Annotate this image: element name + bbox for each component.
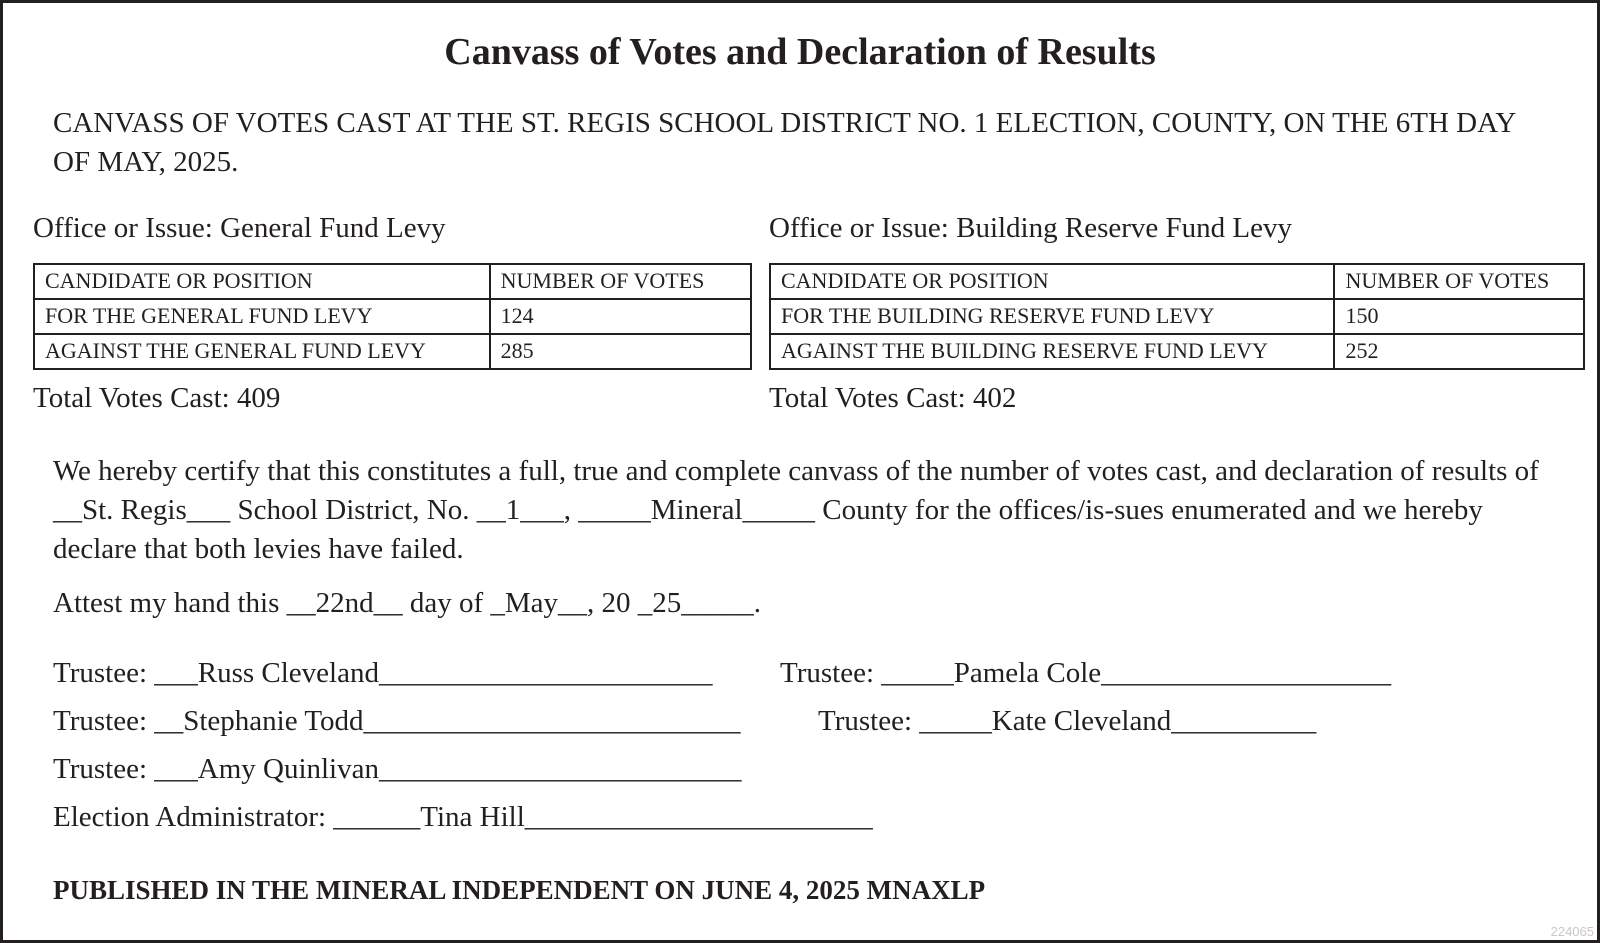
header-cell: CANDIDATE OR POSITION xyxy=(770,264,1334,299)
right-total-votes: Total Votes Cast: 402 xyxy=(769,382,1017,414)
publication-notice: PUBLISHED IN THE MINERAL INDEPENDENT ON JUNE 4, 2025 MNAXLP xyxy=(53,875,986,905)
table-row xyxy=(770,299,1584,334)
trustee-signature-line: Trustee: ___Amy Quinlivan_________________________ xyxy=(53,753,742,785)
header-cell: CANDIDATE OR POSITION xyxy=(34,264,490,299)
position-cell: FOR THE BUILDING RESERVE FUND LEVY xyxy=(770,299,1334,334)
right-votes-table xyxy=(769,263,1585,370)
certification-paragraph: We hereby certify that this constitutes a full, true and complete canvass of the number of votes cast, and declaration of results of __St. Regis___ School District, No. __1___, _____Mineral_____ County for the offices/is-sues enumerated and we hereby declare that both levies have failed. xyxy=(53,455,1539,565)
trustee-signature-line: Trustee: __Stephanie Todd__________________________ xyxy=(53,705,741,737)
table-header-row xyxy=(34,264,751,299)
trustee-signature-line: Trustee: _____Pamela Cole____________________ xyxy=(780,657,1392,689)
votes-cell: 124 xyxy=(490,299,751,334)
position-cell: AGAINST THE BUILDING RESERVE FUND LEVY xyxy=(770,334,1334,369)
left-office-label: Office or Issue: General Fund Levy xyxy=(33,212,446,244)
table-row xyxy=(770,334,1584,369)
notice-title: Canvass of Votes and Declaration of Results xyxy=(444,31,1156,73)
intro-paragraph: CANVASS OF VOTES CAST AT THE ST. REGIS SCHOOL DISTRICT NO. 1 ELECTION, COUNTY, ON THE 6TH DAY OF MAY, 2025. xyxy=(53,107,1516,178)
votes-cell: 285 xyxy=(490,334,751,369)
position-cell: AGAINST THE GENERAL FUND LEVY xyxy=(34,334,490,369)
serial-number: 224065 xyxy=(1550,924,1594,939)
votes-cell: 150 xyxy=(1334,299,1584,334)
right-office-label: Office or Issue: Building Reserve Fund Levy xyxy=(769,212,1292,244)
table-row xyxy=(34,299,751,334)
trustee-signature-line: Trustee: _____Kate Cleveland__________ xyxy=(818,705,1317,737)
administrator-signature-line: Election Administrator: ______Tina Hill________________________ xyxy=(53,801,873,833)
left-votes-table xyxy=(33,263,752,370)
header-cell: NUMBER OF VOTES xyxy=(490,264,751,299)
left-total-votes: Total Votes Cast: 409 xyxy=(33,382,281,414)
header-cell: NUMBER OF VOTES xyxy=(1334,264,1584,299)
position-cell: FOR THE GENERAL FUND LEVY xyxy=(34,299,490,334)
table-header-row xyxy=(770,264,1584,299)
trustee-signature-line: Trustee: ___Russ Cleveland_______________________ xyxy=(53,657,713,689)
attest-line: Attest my hand this __22nd__ day of _May__, 20 _25_____. xyxy=(53,587,762,619)
table-row xyxy=(34,334,751,369)
votes-cell: 252 xyxy=(1334,334,1584,369)
